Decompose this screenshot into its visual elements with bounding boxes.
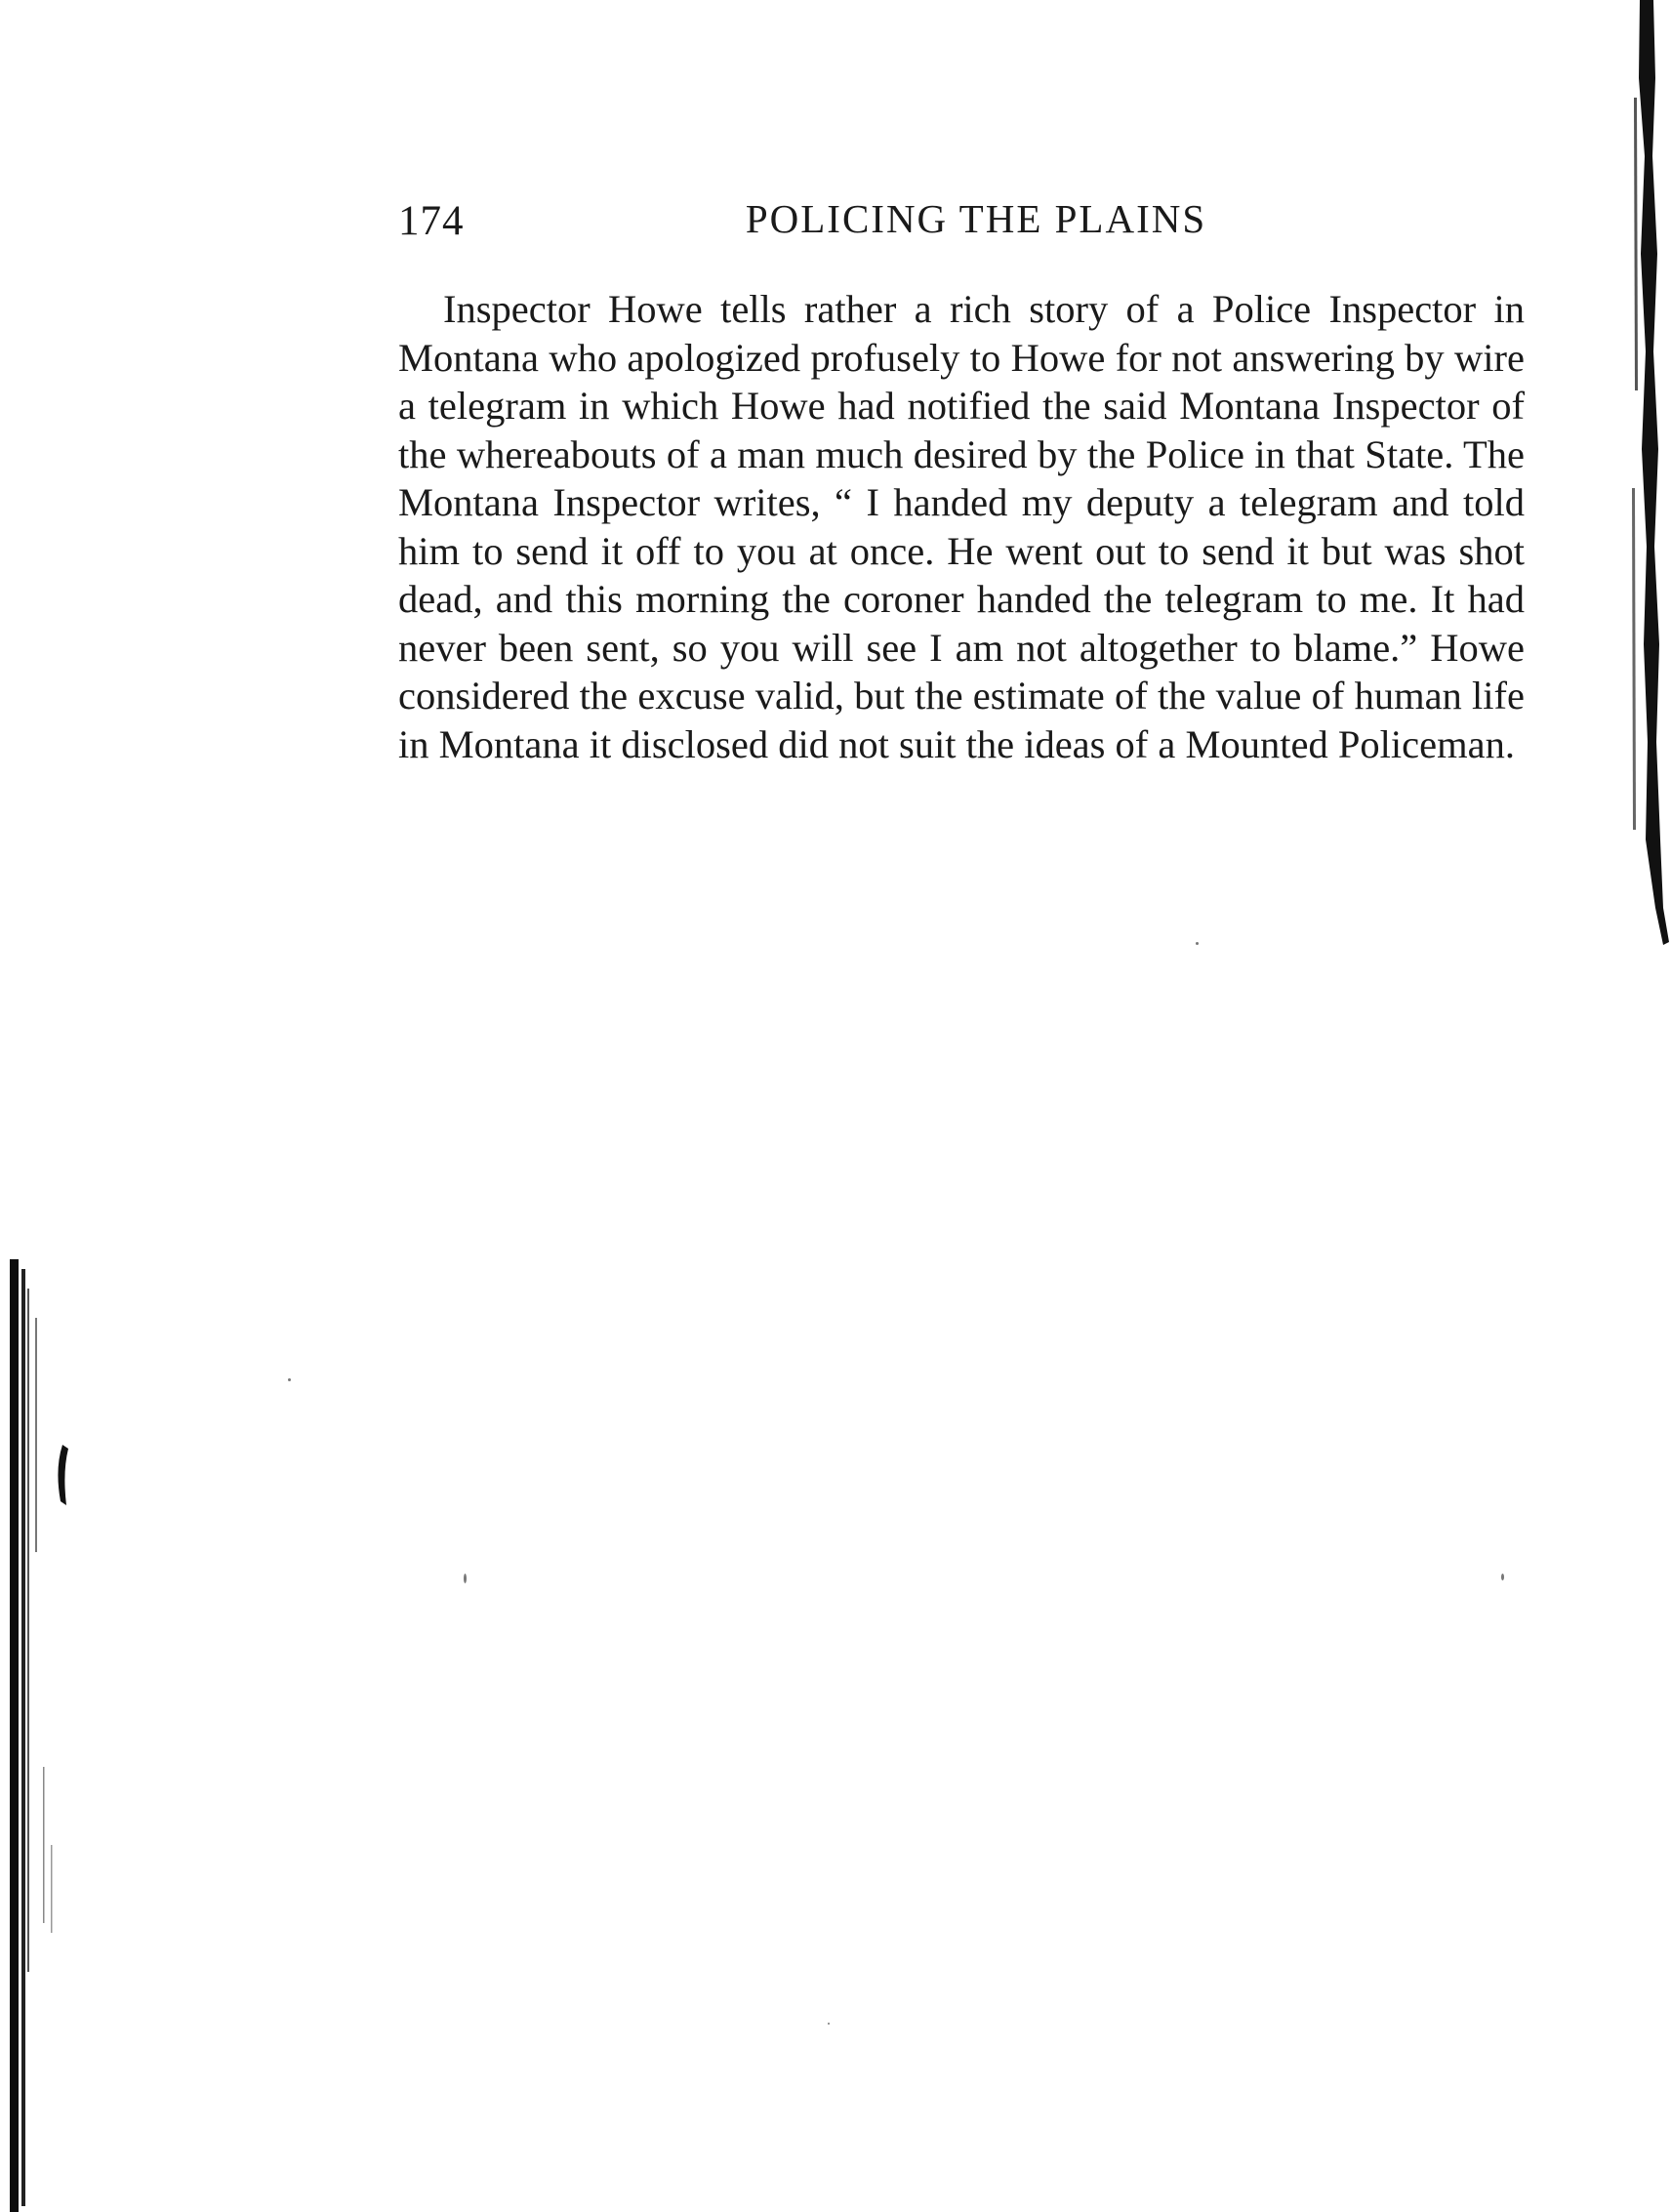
- scan-speck: [464, 1574, 467, 1583]
- scan-edge-right: [1620, 0, 1671, 947]
- body-paragraph: Inspector Howe tells rather a rich story of a Police Inspector in Montana who apologized profusely to Howe for not answering by wire a telegram in which Howe had notified the said Montana Inspector of the whereabouts of a man much desired by the Police in that State. The Montana Inspector writes, “ I handed my deputy a telegram and told him to send it off to you at once. He went out to send it but was shot dead, and this morning the coroner handed the telegram to me. It had never been sent, so you will see I am not altogether to blame.” Howe considered the excuse valid, but the estimate of the value of human life in Montana it disclosed did not suit the ideas of a Mounted Policeman.: [398, 287, 1525, 766]
- scan-speck: [828, 2023, 830, 2025]
- scan-speck: [288, 1378, 291, 1381]
- scan-speck: [1196, 942, 1199, 945]
- running-title: POLICING THE PLAINS: [745, 196, 1207, 241]
- running-head: [398, 195, 1525, 254]
- page-number: 174: [398, 198, 465, 244]
- scan-edge-left: [0, 1259, 78, 2212]
- scan-speck: [1501, 1574, 1504, 1580]
